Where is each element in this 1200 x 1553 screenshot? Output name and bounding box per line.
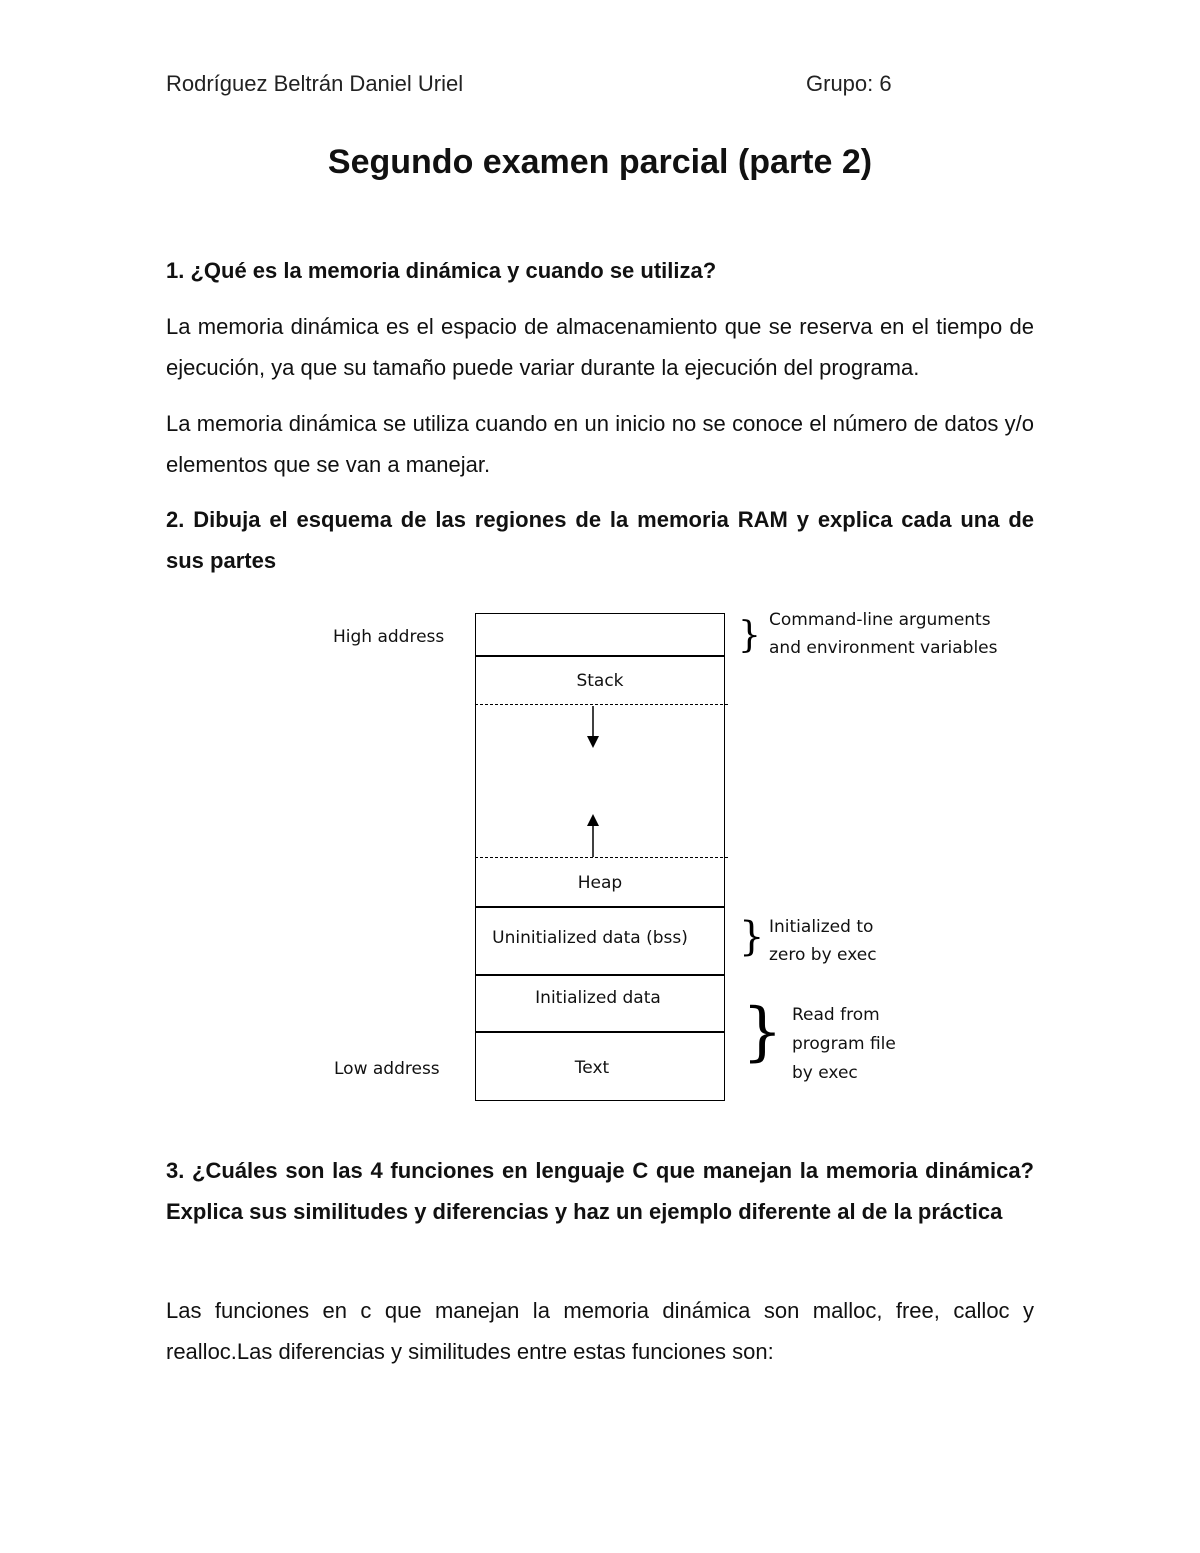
growth-arrows [580, 704, 606, 859]
answer-3: Las funciones en c que manejan la memoria dinámica son malloc, free, calloc y realloc.Las diferencias y similitudes entre estas funciones son: [166, 1298, 1034, 1364]
divider-bss-data [475, 974, 725, 976]
read-note-line-1: Read from [792, 1005, 880, 1025]
zero-note-line-1: Initialized to [769, 917, 874, 937]
args-note-line-1: Command-line arguments [769, 610, 991, 630]
high-address-label: High address [333, 627, 445, 647]
args-brace-icon: } [738, 615, 761, 656]
read-note-line-3: by exec [792, 1063, 858, 1083]
read-note-line-2: program file [792, 1034, 896, 1054]
divider-data-text [475, 1031, 725, 1033]
stack-grows-down-arrow [587, 706, 599, 748]
heap-grows-up-arrow [587, 814, 599, 857]
question-3: 3. ¿Cuáles son las 4 funciones en lenguaje C que manejan la memoria dinámica? Explica sus similitudes y diferencias y haz un ejemplo diferente al de la práctica [166, 1158, 1034, 1224]
author-name: Rodríguez Beltrán Daniel Uriel [166, 71, 464, 96]
page-title: Segundo examen parcial (parte 2) [327, 143, 873, 181]
question-2: 2. Dibuja el esquema de las regiones de la memoria RAM y explica cada una de sus partes [166, 507, 1034, 573]
question-1: 1. ¿Qué es la memoria dinámica y cuando se utiliza? [166, 258, 717, 283]
zero-note-line-2: zero by exec [769, 945, 877, 965]
bss-label: Uninitialized data (bss) [492, 928, 688, 948]
heap-label: Heap [577, 873, 623, 893]
bss-brace-icon: } [739, 914, 765, 960]
answer-1-paragraph-2: La memoria dinámica se utiliza cuando en un inicio no se conoce el número de datos y/o elementos que se van a manejar. [166, 411, 1034, 477]
divider-heap-bss [475, 906, 725, 908]
stack-label: Stack [576, 671, 624, 691]
divider-args-stack [475, 655, 725, 657]
group-label: Grupo: 6 [806, 71, 892, 96]
initialized-data-label: Initialized data [535, 988, 661, 1008]
answer-1-paragraph-1: La memoria dinámica es el espacio de almacenamiento que se reserva en el tiempo de ejecución, ya que su tamaño puede variar durante la ejecución del programa. [166, 314, 1034, 380]
text-segment-label: Text [574, 1058, 610, 1078]
low-address-label: Low address [334, 1059, 440, 1079]
exec-brace-icon: } [742, 995, 783, 1069]
args-note-line-2: and environment variables [769, 638, 998, 658]
